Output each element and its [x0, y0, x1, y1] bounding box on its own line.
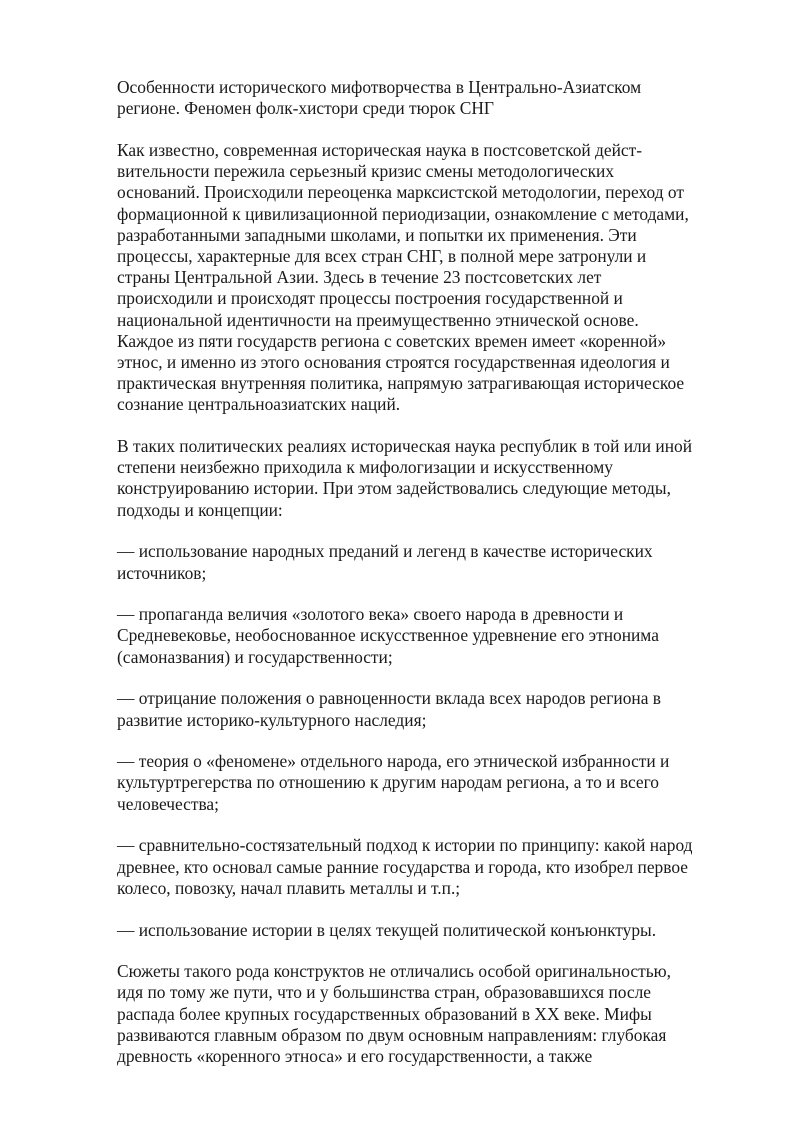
paragraph-myth-directions: Сюжеты такого рода конструктов не отличались особой оригинальностью, идя по тому же пути, что и у большинства стран, образовавшихся после распада более крупных государственных образований в XX веке. Мифы развиваются главным образом по двум основным направлениям: глубокая древность «коренного этноса» и его государственности, а также	[117, 961, 672, 1067]
list-item-golden-age: — пропаганда величия «золотого века» своего народа в древности и Средневековье, необоснованное искусственное удревнение его этнонима (самоназвания) и государственности;	[117, 604, 659, 667]
list-item-competitive-approach: — сравнительно-состязательный подход к истории по принципу: какой народ древнее, кто основал самые ранние государства и города, кто изобрел первое колесо, повозку, начал плавить металлы и т.п.;	[117, 835, 693, 898]
list-item-political-use: — использование истории в целях текущей политической конъюнктуры.	[117, 919, 657, 940]
paragraph-methods-intro: В таких политических реалиях историческая наука республик в той или иной степени неизбежно приходила к мифологизации и искусственному конструированию истории. При этом задействовались следующие методы, подходы и концепции:	[117, 436, 693, 520]
document-title: Особенности исторического мифотворчества в Центрально-Азиатском регионе. Феномен фолк-хистори среди тюрок СНГ	[117, 77, 642, 119]
list-item-folk-sources: — использование народных преданий и легенд в качестве исторических источников;	[117, 541, 653, 583]
list-item-phenomenon-theory: — теория о «феномене» отдельного народа, его этнической избранности и культуртрегерства по отношению к другим народам региона, а то и всего человечества;	[117, 751, 670, 814]
list-item-equal-contribution: — отрицание положения о равноценности вклада всех народов региона в развитие историко-культурного наследия;	[117, 688, 662, 730]
document-body	[117, 77, 697, 1067]
paragraph-intro: Как известно, современная историческая наука в постсоветской дейст-вительности пережила серьезный кризис смены методологических оснований. Происходили переоценка марксистской методологии, переход от формационной к цивилизационной периодизации, ознакомление с методами, разработанными западными школами, и попытки их применения. Эти процессы, характерные для всех стран СНГ, в полной мере затронули и страны Центральной Азии. Здесь в течение 23 постсоветских лет происходили и происходят процессы построения государственной и национальной идентичности на преимущественно этнической основе. Каждое из пяти государств региона с советских времен имеет «коренной» этнос, и именно из этого основания строятся государственная идеология и практическая внутренняя политика, напрямую затрагивающая историческое сознание центральноазиатских наций.	[117, 139, 689, 415]
